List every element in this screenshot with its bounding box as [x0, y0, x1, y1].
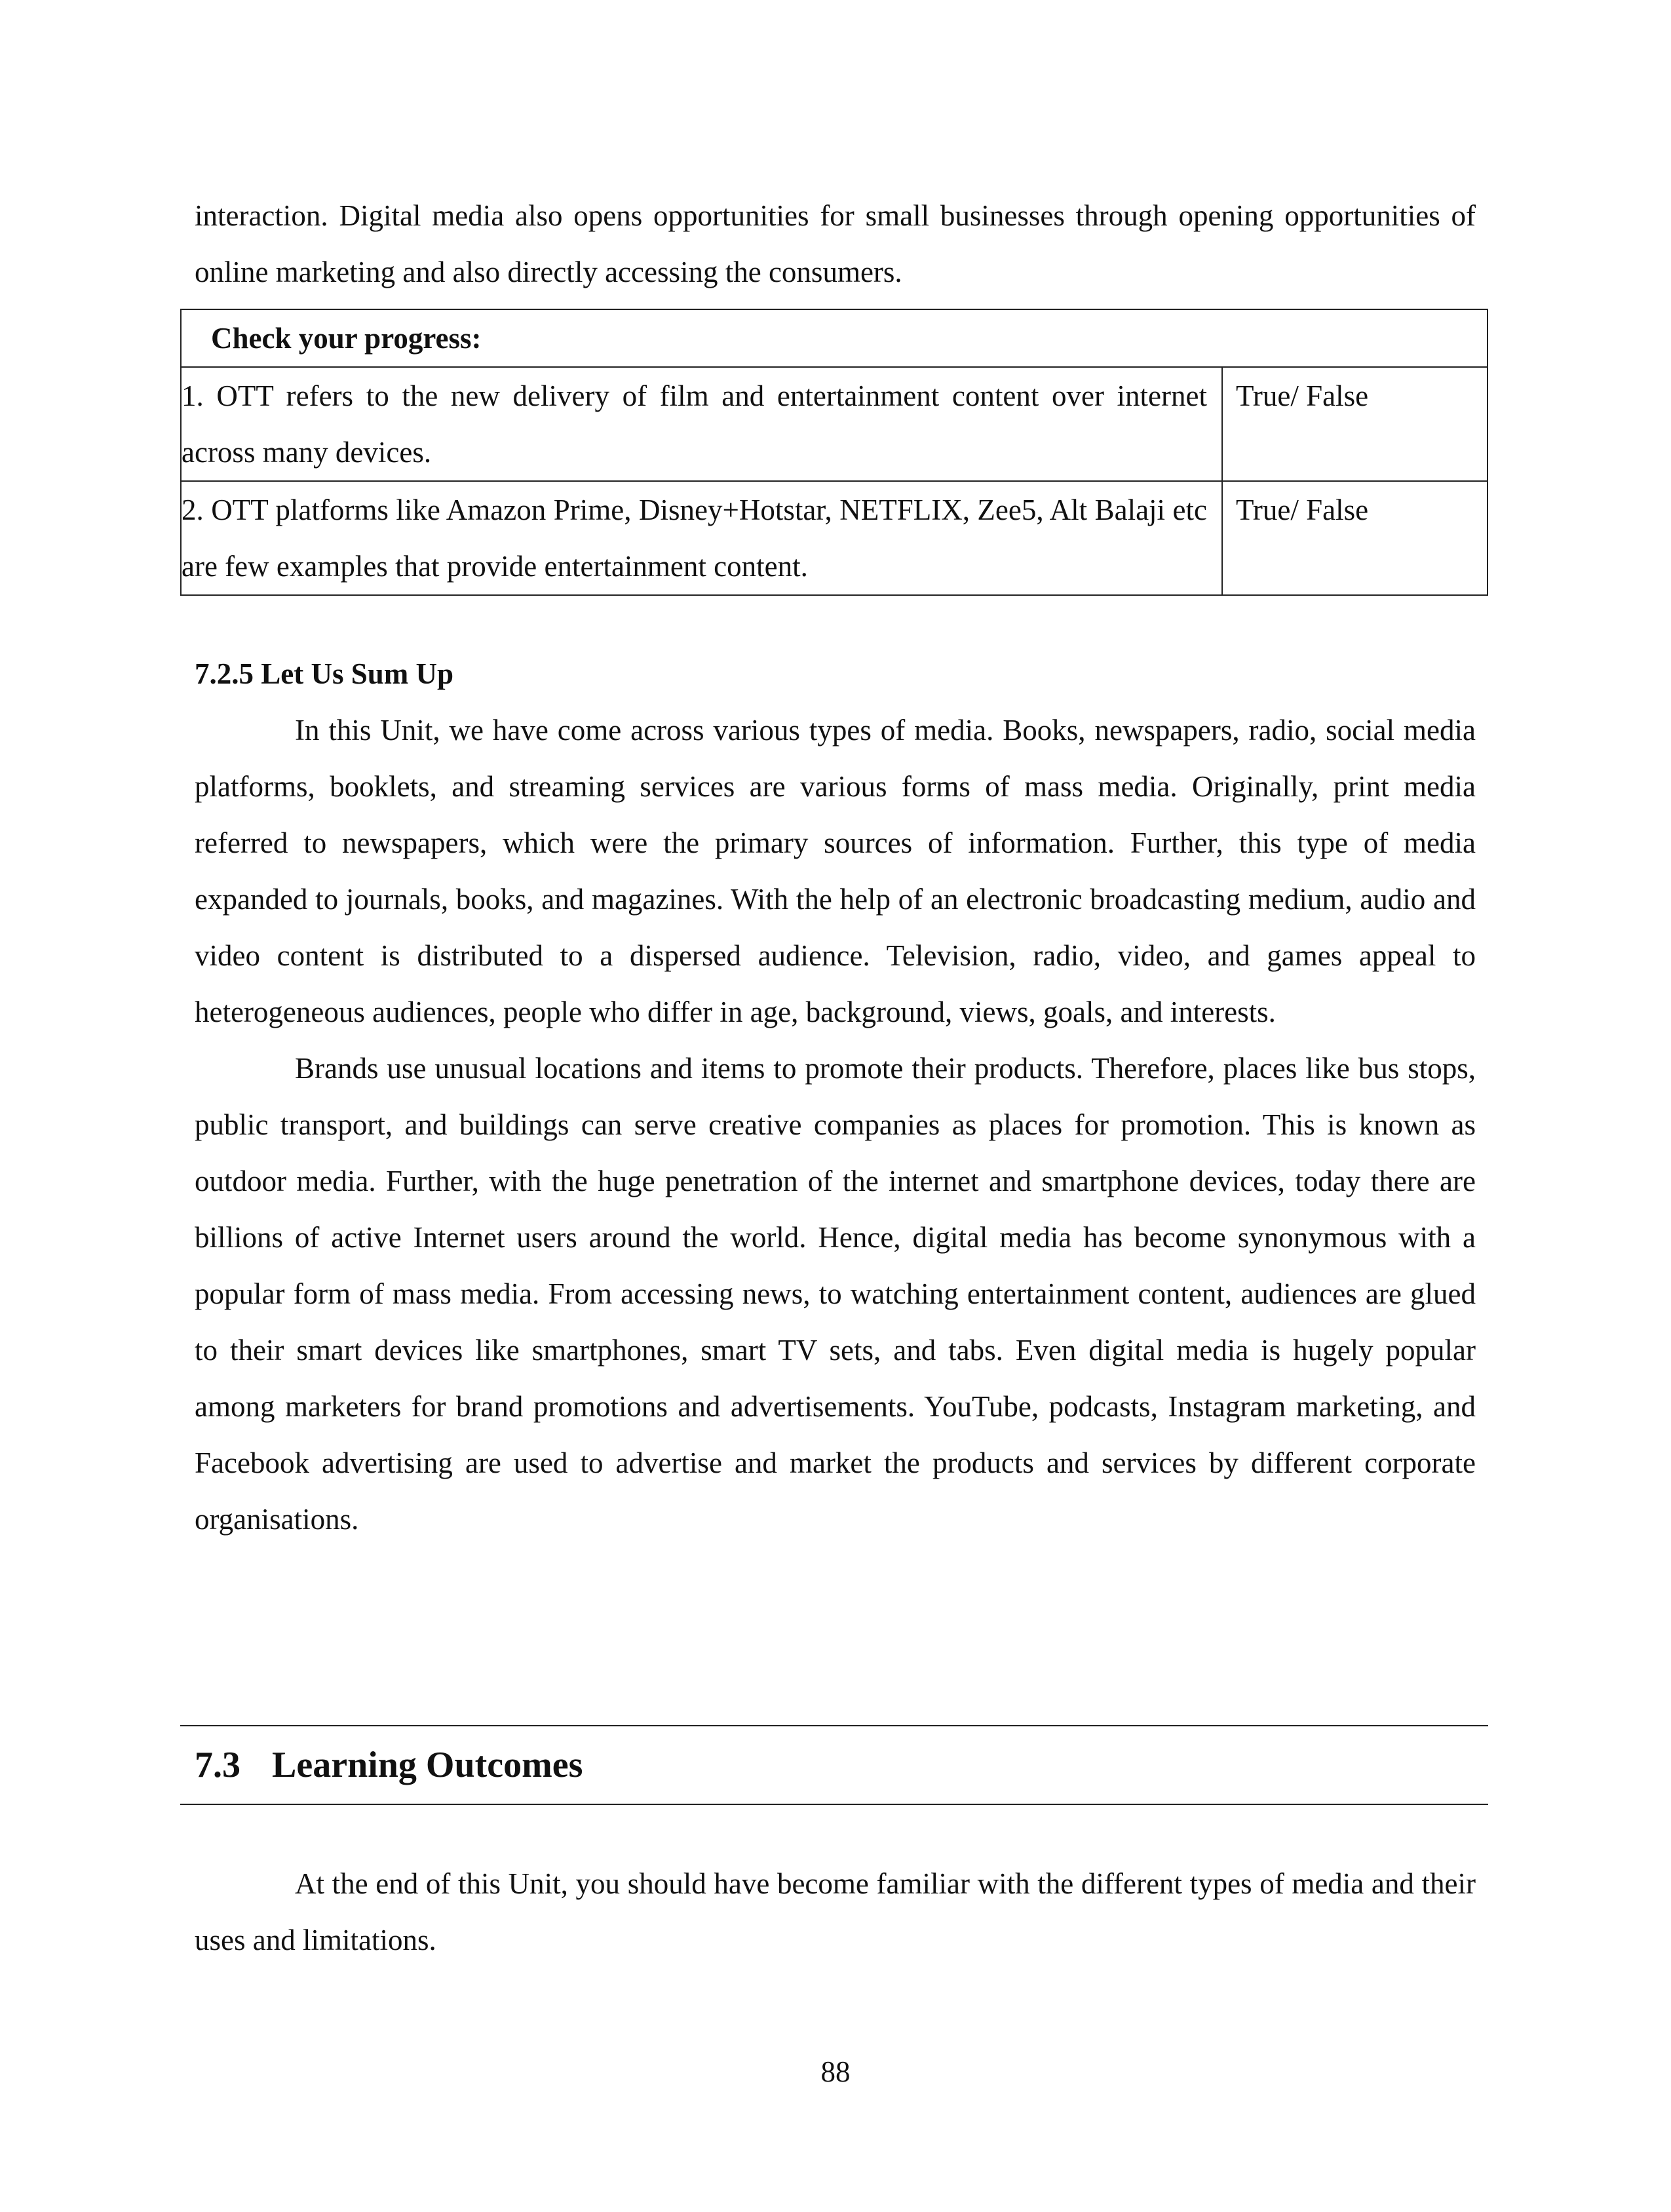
learning-outcomes-body	[195, 1855, 1476, 1968]
sum-up-paragraph-2: Brands use unusual locations and items to promote their products. Therefore, places like bus stops, public transport, and buildings can serve creative companies as places for promotion. This is known as outdoor media. Further, with the huge penetration of the internet and smartphone devices, today there are billions of active Internet users around the world. Hence, digital media has become synonymous with a popular form of mass media. From accessing news, to watching entertainment content, audiences are glued to their smart devices like smartphones, smart TV sets, and tabs. Even digital media is hugely popular among marketers for brand promotions and advertisements. YouTube, podcasts, Instagram marketing, and Facebook advertising are used to advertise and market the products and services by different corporate organisations.	[195, 1052, 1476, 1536]
sum-up-paragraph-1: In this Unit, we have come across various types of media. Books, newspapers, radio, social media platforms, booklets, and streaming services are various forms of mass media. Originally, print media referred to newspapers, which were the primary sources of information. Further, this type of media expanded to journals, books, and magazines. With the help of an electronic broadcasting medium, audio and video content is distributed to a dispersed audience. Television, radio, video, and games appeal to heterogeneous audiences, people who differ in age, background, views, goals, and interests.	[195, 714, 1476, 1028]
progress-header-row	[181, 309, 1488, 367]
progress-question-text	[181, 367, 1222, 481]
section-title: Learning Outcomes	[272, 1745, 583, 1785]
progress-question-row	[181, 481, 1488, 595]
progress-question-text	[181, 481, 1222, 595]
section-number: 7.3	[195, 1745, 240, 1785]
learning-outcomes-heading	[195, 1736, 583, 1795]
sum-up-body	[195, 702, 1476, 1547]
section-divider-top	[180, 1725, 1488, 1726]
question-1-answer: True/ False	[1222, 367, 1488, 481]
question-2-answer: True/ False	[1222, 481, 1488, 595]
question-1-text: 1. OTT refers to the new delivery of film and entertainment content over internet across many devices.	[182, 379, 1207, 469]
question-2-text: 2. OTT platforms like Amazon Prime, Disney+Hotstar, NETFLIX, Zee5, Alt Balaji etc are few examples that provide entertainment content.	[182, 494, 1207, 583]
section-divider-bottom	[180, 1804, 1488, 1805]
learning-outcomes-paragraph: At the end of this Unit, you should have become familiar with the different types of media and their uses and limitations.	[195, 1867, 1476, 1956]
page-number: 88	[820, 2055, 851, 2088]
intro-paragraph: interaction. Digital media also opens opportunities for small businesses through opening opportunities of online marketing and also directly accessing the consumers.	[195, 199, 1476, 288]
progress-question-row	[181, 367, 1488, 481]
sum-up-heading: 7.2.5 Let Us Sum Up	[195, 657, 454, 690]
check-your-progress-table	[180, 309, 1488, 596]
progress-heading: Check your progress:	[181, 309, 1488, 367]
